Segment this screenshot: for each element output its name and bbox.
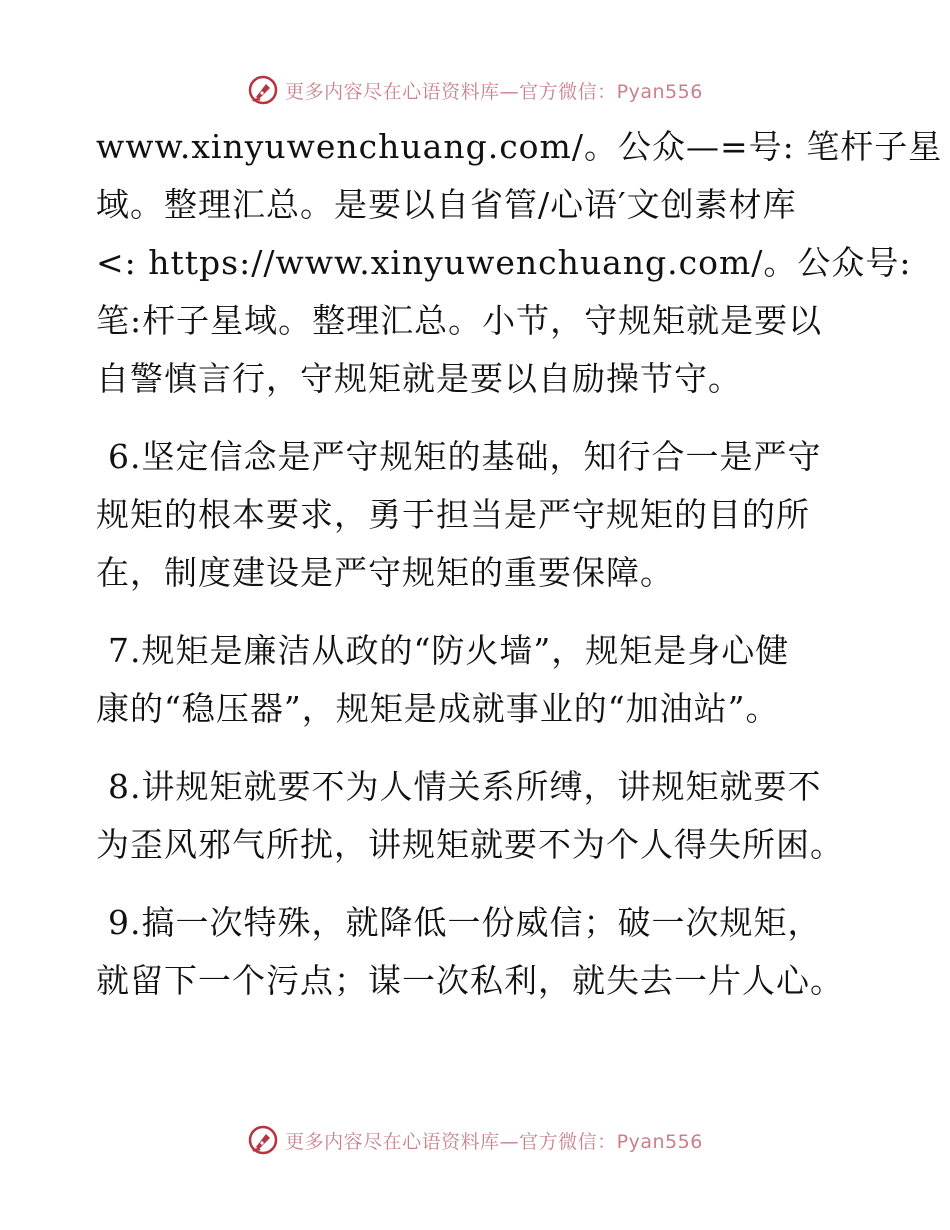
- text-line: 7.规矩是廉洁从政的“防火墙”，规矩是身心健: [108, 631, 790, 670]
- footer-banner: [0, 1120, 950, 1160]
- text-line: www.xinyuwenchuang.com/。公众—=号: 笔杆子星: [96, 127, 943, 166]
- text-line: 规矩的根本要求，勇于担当是严守规矩的目的所: [96, 495, 810, 534]
- header-banner: [0, 70, 950, 110]
- text-line: 就留下一个污点；谋一次私利，就失去一片人心。: [96, 961, 844, 1000]
- paragraph-9: [96, 894, 866, 1010]
- text-line: 康的“稳压器”，规矩是成就事业的“加油站”。: [96, 689, 780, 728]
- pen-nib-logo-icon: [247, 74, 279, 106]
- paragraph-8: [96, 758, 866, 874]
- text-line: 自警慎言行，守规矩就是要以自励操节守。: [96, 359, 742, 398]
- footer-banner-text: 更多内容尽在心语资料库—官方微信：Pyan556: [285, 1130, 703, 1153]
- text-line: 8.讲规矩就要不为人情关系所缚，讲规矩就要不: [108, 767, 822, 806]
- text-line: 笔:杆子星域。整理汇总。小节，守规矩就是要以: [96, 301, 823, 340]
- header-banner-text: 更多内容尽在心语资料库—官方微信：Pyan556: [285, 80, 703, 103]
- text-line: 在，制度建设是严守规矩的重要保障。: [96, 553, 674, 592]
- text-line: <: https://www.xinyuwenchuang.com/。公众号:: [96, 243, 912, 282]
- paragraph-intro: [96, 118, 943, 408]
- paragraph-7: [96, 622, 866, 738]
- text-line: 6.坚定信念是严守规矩的基础，知行合一是严守: [108, 437, 822, 476]
- text-line: 9.搞一次特殊，就降低一份威信；破一次规矩，: [108, 903, 822, 942]
- text-line: 域。整理汇总。是要以自省管/心语′文创素材库: [96, 185, 797, 224]
- text-line: 为歪风邪气所扰，讲规矩就要不为个人得失所困。: [96, 825, 844, 864]
- paragraph-6: [96, 428, 866, 602]
- document-body: [96, 118, 943, 1010]
- pen-nib-logo-icon: [247, 1124, 279, 1156]
